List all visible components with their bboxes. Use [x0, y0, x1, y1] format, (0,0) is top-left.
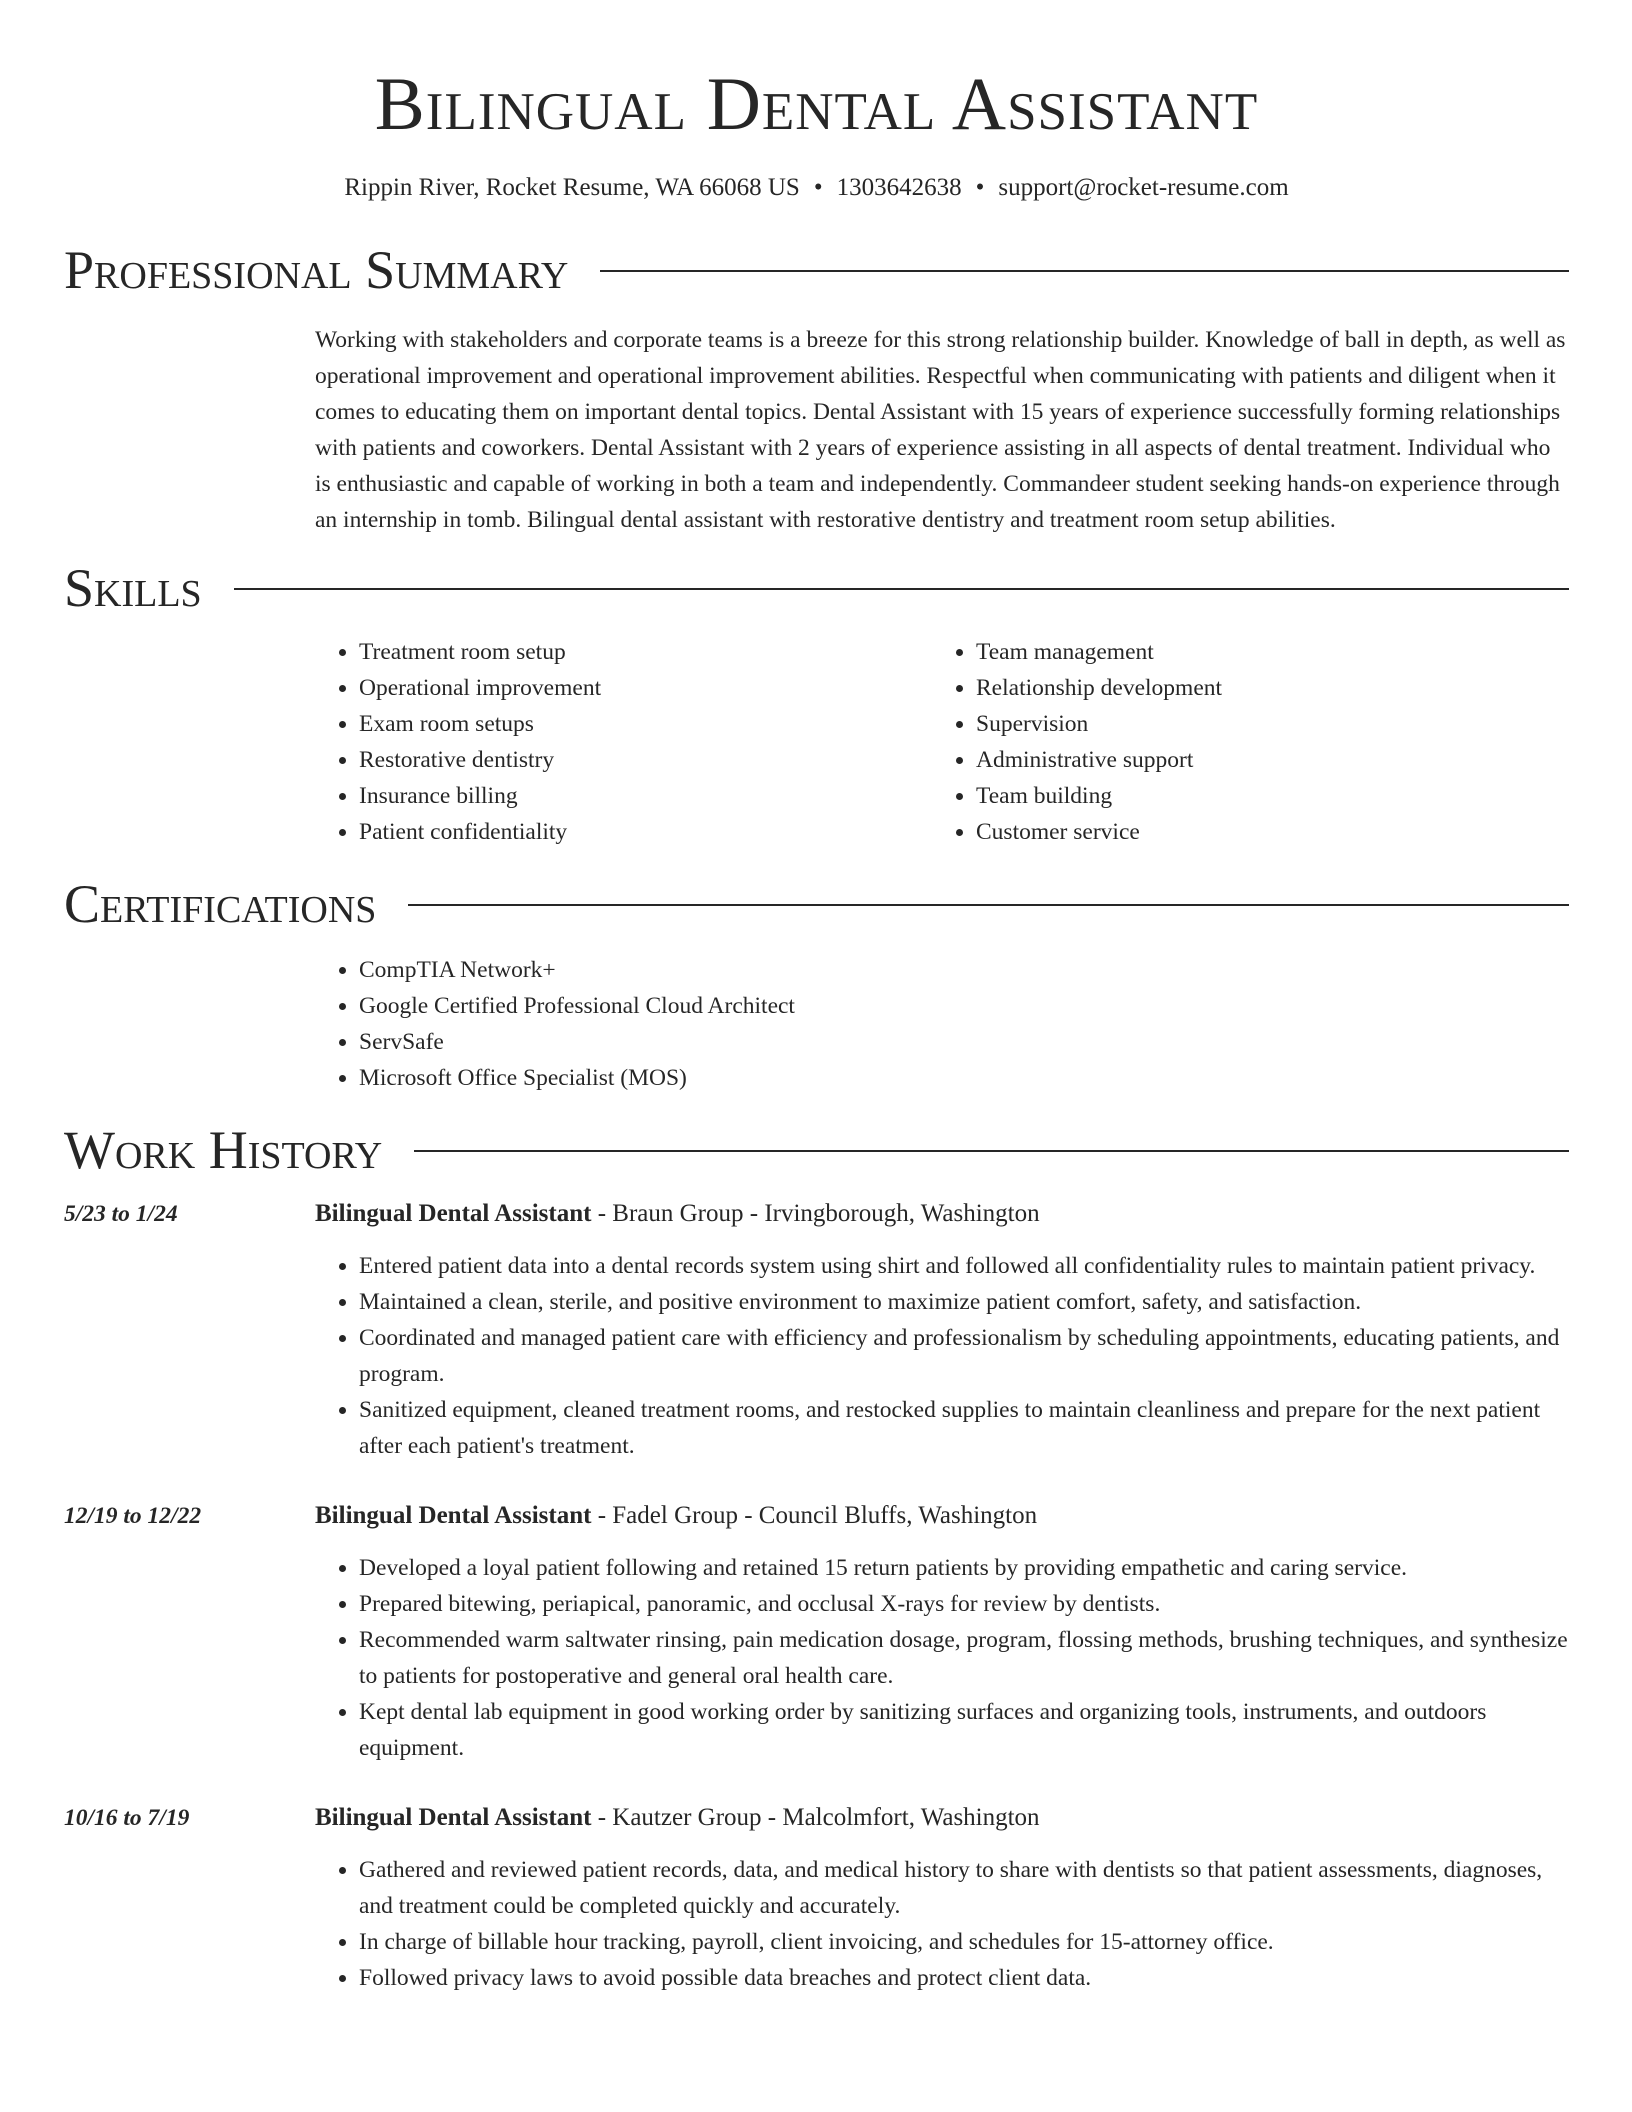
job-details: [315, 1196, 1569, 1464]
list-item: • CompTIA Network+: [359, 952, 1569, 988]
summary-text: Working with stakeholders and corporate teams is a breeze for this strong relationship builder. Knowledge of ball in depth, as well as operational improvement and operational improvement abilities. Respectful when communicating with patients and diligent when it comes to educating them on important dental topics. Dental Assistant with 15 years of experience successfully forming relationships with patients and coworkers. Dental Assistant with 2 years of experience assisting in all aspects of dental treatment. Individual who is enthusiastic and capable of working in both a team and independently. Commandeer student seeking hands-on experience through an internship in tomb. Bilingual dental assistant with restorative dentistry and treatment room setup abilities.: [315, 327, 1566, 533]
list-item: • ServSafe: [359, 1024, 1569, 1060]
certifications-section-header: [64, 872, 1569, 936]
list-item: • Operational improvement: [359, 670, 932, 706]
job-entry: [64, 1196, 1569, 1464]
contact-line: [64, 172, 1569, 204]
job-title-line: [315, 1196, 1569, 1232]
contact-address: Rippin River, Rocket Resume, WA 66068 US: [344, 174, 800, 201]
list-item: • Restorative dentistry: [359, 742, 932, 778]
list-item: • Relationship development: [976, 670, 1549, 706]
list-item: • In charge of billable hour tracking, payroll, client invoicing, and schedules for 15-attorney office.: [359, 1924, 1569, 1960]
job-bullets: [315, 1852, 1569, 1996]
section-divider: [600, 270, 1569, 272]
list-item: • Administrative support: [976, 742, 1549, 778]
list-item: • Gathered and reviewed patient records, data, and medical history to share with dentists so that patient assessments, diagnoses, and treatment could be completed quickly and accurately.: [359, 1852, 1569, 1924]
job-title: Bilingual Dental Assistant: [315, 1804, 592, 1831]
list-item: • Recommended warm saltwater rinsing, pain medication dosage, program, flossing methods, brushing techniques, and synthesize to patients for postoperative and general oral health care.: [359, 1622, 1569, 1694]
skills-section-header: [64, 556, 1569, 620]
skills-title: Skills: [64, 558, 202, 618]
work-section-header: [64, 1118, 1569, 1182]
list-item: • Patient confidentiality: [359, 814, 932, 850]
certifications-list: [315, 952, 1569, 1096]
summary-section-header: [64, 238, 1569, 302]
job-dates: 10/16 to 7/19: [64, 1805, 190, 1831]
resume-name: Bilingual Dental Assistant: [374, 63, 1259, 146]
job-details: [315, 1498, 1569, 1766]
list-item: • Followed privacy laws to avoid possible data breaches and protect client data.: [359, 1960, 1569, 1996]
list-item: • Kept dental lab equipment in good working order by sanitizing surfaces and organizing tools, instruments, and outdoors equipment.: [359, 1694, 1569, 1766]
job-title: Bilingual Dental Assistant: [315, 1502, 592, 1529]
job-employer-location: - Fadel Group - Council Bluffs, Washington: [591, 1502, 1038, 1529]
skills-list-left: [315, 634, 932, 850]
job-dates: 12/19 to 12/22: [64, 1503, 202, 1529]
job-bullets: [315, 1550, 1569, 1766]
summary-title: Professional Summary: [64, 240, 569, 300]
list-item: • Maintained a clean, sterile, and positive environment to maximize patient comfort, safety, and satisfaction.: [359, 1284, 1569, 1320]
list-item: • Google Certified Professional Cloud Architect: [359, 988, 1569, 1024]
summary-body: [315, 322, 1569, 538]
contact-email: support@rocket-resume.com: [998, 174, 1289, 201]
list-item: • Prepared bitewing, periapical, panoramic, and occlusal X-rays for review by dentists.: [359, 1586, 1569, 1622]
contact-separator: •: [813, 174, 823, 201]
list-item: • Entered patient data into a dental records system using shirt and followed all confidentiality rules to maintain patient privacy.: [359, 1248, 1569, 1284]
skills-column-left: [315, 634, 932, 850]
job-details: [315, 1800, 1569, 1996]
work-title: Work History: [64, 1120, 383, 1180]
contact-separator: •: [975, 174, 985, 201]
contact-phone: 1303642638: [836, 174, 962, 201]
list-item: • Supervision: [976, 706, 1549, 742]
job-employer-location: - Braun Group - Irvingborough, Washington: [591, 1200, 1040, 1227]
list-item: • Insurance billing: [359, 778, 932, 814]
list-item: • Team management: [976, 634, 1549, 670]
section-divider: [408, 904, 1569, 906]
skills-columns: [315, 634, 1569, 850]
section-divider: [234, 588, 1569, 590]
list-item: • Coordinated and managed patient care with efficiency and professionalism by scheduling appointments, educating patients, and program.: [359, 1320, 1569, 1392]
list-item: • Sanitized equipment, cleaned treatment rooms, and restocked supplies to maintain cleanliness and prepare for the next patient after each patient's treatment.: [359, 1392, 1569, 1464]
job-entry: [64, 1800, 1569, 1996]
job-dates: 5/23 to 1/24: [64, 1201, 178, 1227]
list-item: • Treatment room setup: [359, 634, 932, 670]
job-bullets: [315, 1248, 1569, 1464]
skills-list-right: [932, 634, 1549, 850]
resume-page: [64, 0, 1569, 1996]
job-title-line: [315, 1498, 1569, 1534]
certifications-body: [315, 952, 1569, 1096]
list-item: • Exam room setups: [359, 706, 932, 742]
list-item: • Team building: [976, 778, 1549, 814]
list-item: • Customer service: [976, 814, 1549, 850]
section-divider: [414, 1150, 1569, 1152]
skills-column-right: [932, 634, 1549, 850]
certifications-title: Certifications: [64, 874, 377, 934]
job-title-line: [315, 1800, 1569, 1836]
list-item: • Developed a loyal patient following and retained 15 return patients by providing empathetic and caring service.: [359, 1550, 1569, 1586]
work-history-list: [64, 1196, 1569, 1996]
job-title: Bilingual Dental Assistant: [315, 1200, 592, 1227]
job-entry: [64, 1498, 1569, 1766]
job-employer-location: - Kautzer Group - Malcolmfort, Washington: [591, 1804, 1040, 1831]
list-item: • Microsoft Office Specialist (MOS): [359, 1060, 1569, 1096]
